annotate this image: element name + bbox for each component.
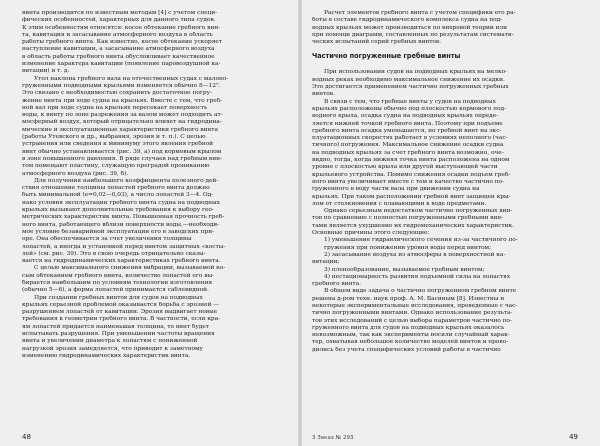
text-line: оре. Она обеспечивается за счет увеличения толщины — [22, 236, 192, 243]
text-line: мосферный воздух, который отрицательно влияет на гидродина- — [22, 119, 222, 126]
text-line: ного винта, работающего вблизи поверхности воды,—необходи- — [22, 221, 220, 228]
section-body — [312, 69, 578, 354]
text-line: ляется нижней точкой гребного винта. Поэтому при подъеме — [312, 120, 503, 127]
text-line: тов этих исследований с целью выбора параметров частично по- — [312, 317, 512, 324]
text-line: Однако серьезным недостатком частично погруженных вин- — [324, 208, 513, 215]
text-line: крыльях серьезной проблемой оказывается борьба с эрозией — — [22, 301, 219, 308]
text-line: витации; — [312, 259, 340, 266]
left-text-column — [22, 10, 292, 360]
text-line: сым обтеканием гребного винта, количество лопастей его вы- — [22, 272, 215, 279]
section-heading: Частично погруженные гребные винты — [312, 52, 461, 61]
text-line: нако условия эксплуатации гребного винта судна на подводных — [22, 199, 220, 206]
text-line: винта производится по известным методам [4] с учетом специ- — [22, 10, 218, 16]
text-line: при помощи диаграмм, составленных по результатам системати- — [312, 31, 514, 38]
right-page — [300, 0, 600, 446]
text-line: изменению гидродинамических характеристик винта. — [22, 352, 191, 359]
text-line: лопастей, а иногда и установкой перед винтом защитных «косты- — [22, 243, 226, 250]
text-line: В общем виде задача о частично погруженном гребном винте — [324, 288, 517, 295]
text-line: в зоне повышенного давления. В ряде случаев над гребным вин- — [22, 155, 222, 162]
text-line: В связи с тем, что гребные винты у судов на подводных — [324, 98, 496, 105]
right-text-column — [312, 10, 578, 354]
text-line: бирается наибольшим по условиям технологии изготовления — [22, 279, 213, 286]
text-line: крыльевого устройства. Помимо снижения осадки подъем греб- — [312, 171, 511, 178]
text-line: видно, тогда, когда нижняя точка винта расположена на одном — [312, 157, 510, 164]
text-line: лей» (см. рис. 39). Это в свою очередь отрицательно сказы- — [22, 250, 206, 257]
text-line: работы гребного винта. Как известно, косое обтекание ускоряет — [22, 39, 222, 46]
text-line: (работы Утевского и др., выбрания, эрозия и т. п.). С целью — [22, 134, 206, 141]
text-line: При использовании судов на подводных крыльях на мелко- — [324, 69, 508, 76]
text-line: крыльях вызывают дополнительные требования к выбору гео- — [22, 207, 214, 214]
right-page-number: 49 — [569, 433, 578, 441]
text-line: разрушением лопастей от кавитации. Эрозия выдвигает новые — [22, 309, 218, 316]
text-line: 4) нестационарность развития подъемной силы на лопастях — [324, 273, 511, 280]
text-line: Это связано с необходимостью сохранить достаточное погру- — [22, 90, 212, 97]
text-line: гребного винта осадка уменьшается, но гребной винт на экс- — [312, 127, 502, 134]
text-line: дились без учета специфических условий работы в частично — [312, 346, 501, 353]
text-line: метрических характеристик винта. Повышенная прочность греб- — [22, 214, 225, 221]
text-line: мические и эксплуатационные характеристики гребного винта — [22, 126, 218, 133]
text-line: винтов. — [312, 91, 335, 98]
text-line: лом от столкновения с плавающими в воде предметами. — [312, 200, 487, 207]
left-page-number: 48 — [22, 433, 31, 441]
text-line: изменение характера кавитации (появление паровоздушной ка- — [22, 61, 221, 68]
text-line: Основные причины этого следующие: — [312, 230, 430, 237]
text-line: жение винта при ходе судна на крыльях. Вместе с тем, что греб- — [22, 97, 223, 104]
text-line: быть минимальной (e=0,02—0,03), а число лопастей 3—4. Од- — [22, 192, 214, 199]
text-line: 3) пленообразование, вызываемое гребным винтом; — [324, 266, 485, 273]
text-line: том помещают пластину, служащую преградой прониканию — [22, 163, 210, 170]
text-line: требования к геометрии гребного винта. В частности, если кра- — [22, 316, 221, 323]
text-line: в область работы гребного винта обусловливает качественное — [22, 53, 215, 60]
text-line: наступление кавитации, а засасывание атмосферного воздуха — [22, 46, 215, 53]
text-line: винт обычно устанавливается (рис. 39, а) под кормовым крылом — [22, 148, 222, 155]
text-line: крыльях расположены обычно под плоскостью кормового под- — [312, 105, 507, 112]
text-line: уровне с плоскостью крыла или другой выступающей части — [312, 164, 498, 171]
text-line: ствия отношение толщины лопастей гребного винта должно — [22, 185, 210, 192]
text-line: Угол наклона гребного вала на отечественных судах с малопо- — [34, 75, 229, 82]
text-line: тичного) погружения. Максимальное снижение осадки судна — [312, 142, 504, 149]
text-line: водного крыла, осадка судна на подводных крыльях опреде- — [312, 113, 499, 120]
text-line: груженного винта для судов на подводных крыльях оказалось — [312, 324, 505, 331]
text-line: тов по сравнению с полностью погруженными гребными вин- — [312, 215, 504, 222]
text-line: Это достигается применением частично погруженных гребных — [312, 84, 509, 91]
text-line: Для получения наибольшего коэффициента полезного дей- — [34, 177, 219, 184]
text-line: витации) и т. д. — [22, 68, 70, 75]
text-line: 2) засасывание воздуха из атмосферы в поверхностной ка- — [324, 251, 506, 258]
text-line: воды, к винту по зоне разрежения за валом может подходить ат- — [22, 112, 223, 119]
print-signature: 3 Заказ № 293 — [312, 435, 354, 441]
text-line: тер, охватывая небольшое количество моделей винтов и прово- — [312, 339, 509, 346]
text-line: груженного в воду части вала при движении судна на — [312, 186, 480, 193]
text-line: гребного винта. — [312, 281, 361, 288]
text-line: атмосферного воздуха (рис. 39, б). — [22, 170, 129, 177]
text-line: тами является ухудшение их гидромеханических характеристик. — [312, 222, 514, 229]
text-line: Расчет элементов гребного винта с учетом специфики его ра- — [324, 10, 516, 16]
text-line: на подводных крыльях за счет гребного винта возможно, оче- — [312, 149, 504, 156]
text-line: нагрузкой эрозия замедляется, что приводит к заметному — [22, 345, 203, 352]
text-line: ного винта увеличивает вместе с тем и качество частично по- — [312, 178, 504, 185]
text-line: (обычно 5—6), а форма лопастей принимается саблевидной. — [22, 287, 209, 294]
text-line: боты в составе гидродинамического комплекса судна на под- — [312, 17, 503, 24]
text-line: испытывать разрушения. При уменьшении частоты вращения — [22, 331, 215, 338]
text-line: устранения или сведения к минимуму этого явления гребной — [22, 141, 213, 148]
intro-paragraph — [312, 10, 578, 46]
text-line: водных крыльях может производиться по вихревой теории или — [312, 24, 507, 31]
text-line: вается на гидродинамических характеристиках гребного винта. — [22, 258, 221, 265]
text-line: груженными подводными крыльями изменяется обычно 8—12°. — [22, 82, 221, 89]
text-line: С целью максимального снижения вибрации, вызываемой ко- — [34, 265, 226, 272]
text-line: ческих испытаний серий гребных винтов. — [312, 39, 441, 46]
text-line: мое условие безаварийной эксплуатации его в заводских при- — [22, 228, 215, 235]
text-line: тично погруженными винтами. Однако использование результа- — [312, 310, 513, 317]
text-line: плуатационных скоростях работает в условиях неполного (час- — [312, 135, 508, 142]
text-line: некоторые экспериментальные исследования, проведенные с час- — [312, 302, 518, 309]
text-line: К этим особенностям относятся: косое обтекание гребного вин- — [22, 24, 221, 31]
text-line: фических особенностей, характерных для данного типа судов. — [22, 17, 216, 24]
text-line: При создании гребных винтов для судов на подводных — [34, 294, 203, 301]
text-line: гружения при понижении уровня воды перед винтом; — [324, 244, 492, 251]
text-line: та, кавитация и засасывание атмосферного воздуха в область — [22, 31, 213, 38]
text-line: невозможным, так как эксперименты носили случайный харак- — [312, 332, 510, 339]
text-line: водных реках необходимо максимальное снижение их осадки. — [312, 76, 505, 83]
text-line: ной вал при ходе судна на крыльях пересекает поверхность — [22, 104, 208, 111]
text-line: винта и увеличении диаметра к лопастям с пониженной — [22, 338, 198, 345]
text-line: 1) уменьшение гидравлического сечения из-за частичного по- — [324, 237, 518, 244]
text-line: ям лопастей придается наименьшая толщина, то винт будет — [22, 323, 210, 330]
text-line: решена д-ром техн. наук проф. А. М. Басиным [8]. Известны и — [312, 295, 505, 302]
text-line: крыльях. При таком расположении гребной винт защищен кры- — [312, 193, 511, 200]
